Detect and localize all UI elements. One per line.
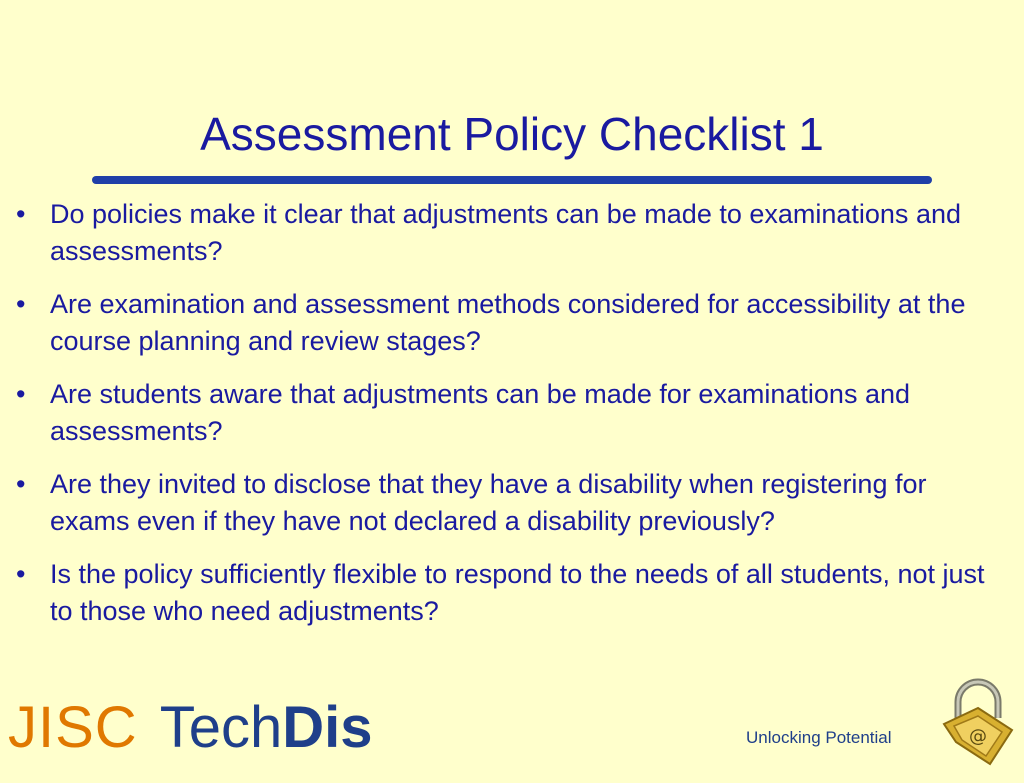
bullet-item <box>16 556 1006 630</box>
bullet-icon: • <box>16 469 26 499</box>
slide-title: Assessment Policy Checklist 1 <box>200 108 824 160</box>
padlock-icon <box>938 678 1018 766</box>
bullet-text: Are examination and assessment methods considered for accessibility at the course planning and review stages? <box>50 289 966 356</box>
bullet-icon: • <box>16 379 26 409</box>
bullet-icon: • <box>16 199 26 229</box>
logo-jisc-text: JISC <box>8 695 138 760</box>
title-underline <box>92 176 932 184</box>
bullet-item <box>16 466 1006 540</box>
bullet-icon: • <box>16 289 26 319</box>
svg-text:@: @ <box>969 726 987 747</box>
bullet-text: Are students aware that adjustments can be made for examinations and assessments? <box>50 379 910 446</box>
bullet-icon: • <box>16 559 26 589</box>
bullet-text: Is the policy sufficiently flexible to respond to the needs of all students, not just to those who need adjustments? <box>50 559 985 626</box>
bullet-text: Are they invited to disclose that they have a disability when registering for exams even if they have not declared a disability previously? <box>50 469 927 536</box>
jisc-techdis-logo <box>8 688 372 768</box>
tagline: Unlocking Potential <box>746 728 892 747</box>
bullet-item <box>16 196 1006 270</box>
bullet-item <box>16 286 1006 360</box>
bullet-list <box>16 196 1006 646</box>
logo-dis-text: Dis <box>282 695 373 760</box>
bullet-text: Do policies make it clear that adjustments can be made to examinations and assessments? <box>50 199 961 266</box>
logo-tech-text: Tech <box>159 695 283 760</box>
bullet-item <box>16 376 1006 450</box>
